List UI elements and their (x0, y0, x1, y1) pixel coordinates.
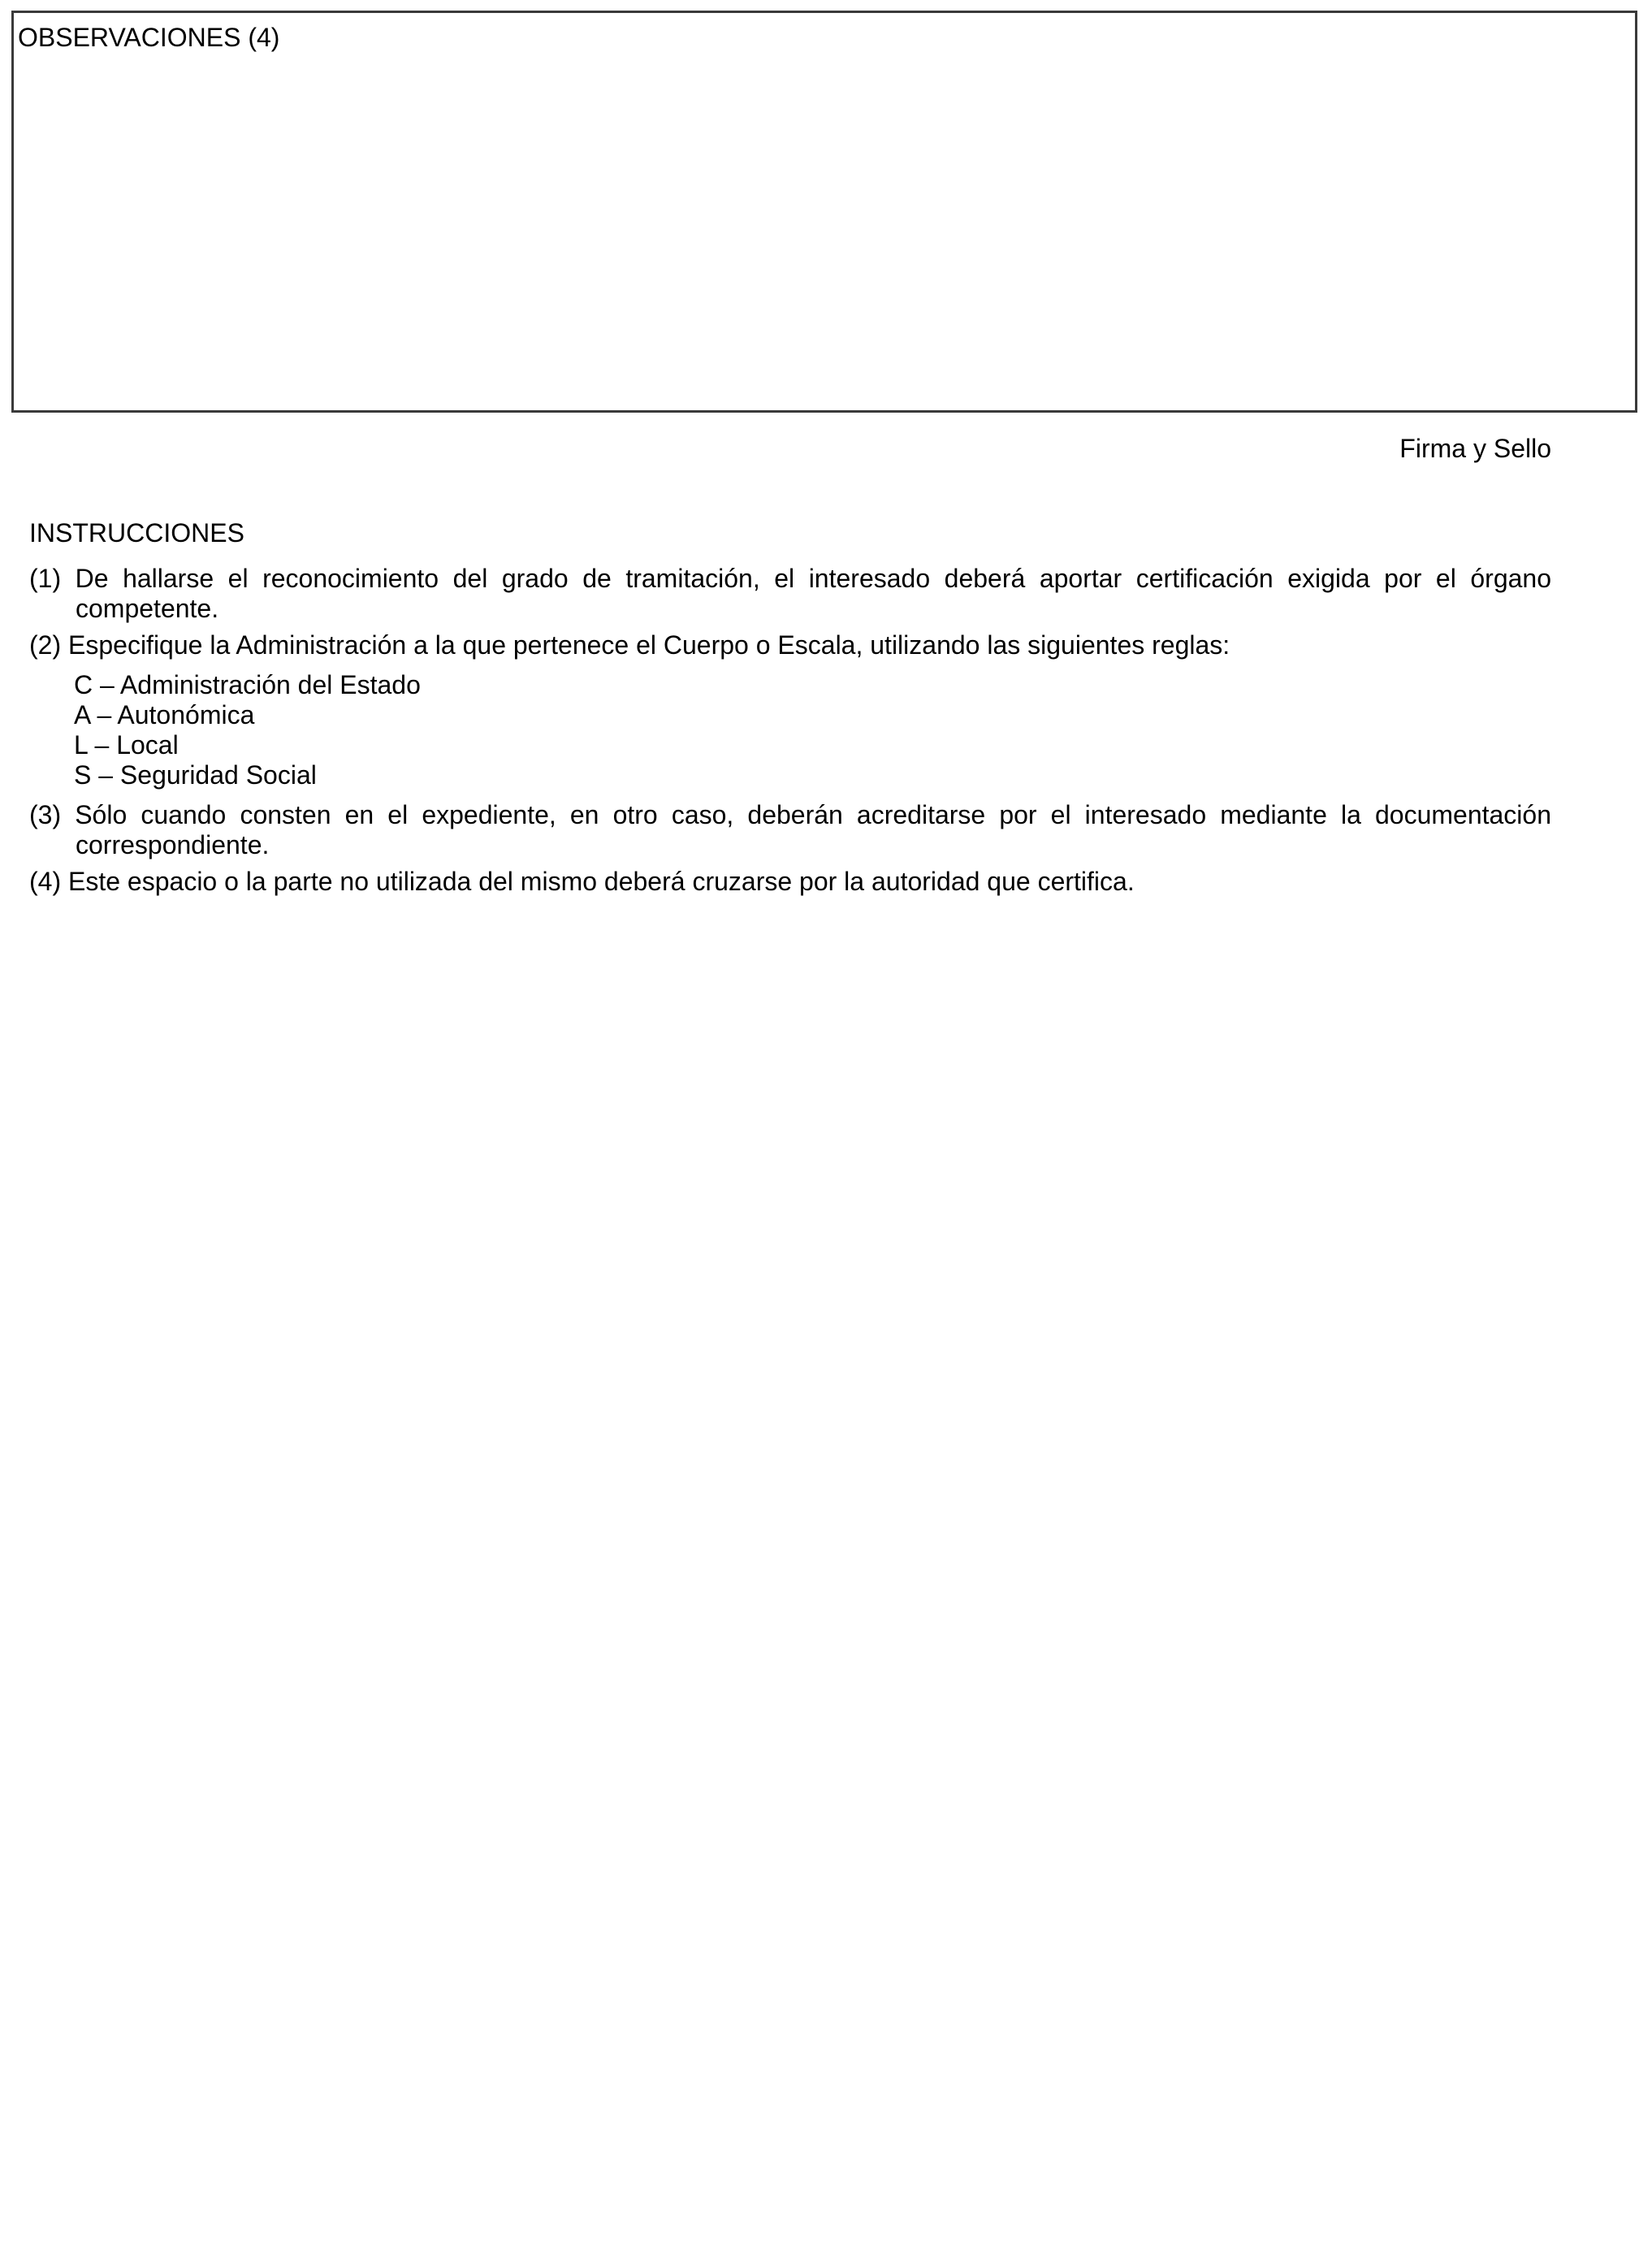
rule-item-estado: C – Administración del Estado (74, 670, 421, 699)
signature-label: Firma y Sello (1399, 434, 1551, 463)
observations-box (11, 11, 1637, 413)
rule-item-autonomica: A – Autonómica (74, 700, 255, 729)
instruction-note-1: (1) De hallarse el reconocimiento del grado de tramitación, el interesado deberá aportar certificación exigida por el órgano competente. (29, 564, 1551, 623)
rule-item-seguridad-social: S – Seguridad Social (74, 760, 317, 790)
instructions-title: INSTRUCCIONES (29, 518, 244, 548)
rule-item-local: L – Local (74, 730, 179, 760)
instruction-note-2: (2) Especifique la Administración a la que pertenece el Cuerpo o Escala, utilizando las siguientes reglas: (29, 630, 1230, 660)
instruction-note-4: (4) Este espacio o la parte no utilizada del mismo deberá cruzarse por la autoridad que certifica. (29, 867, 1135, 896)
observations-title: OBSERVACIONES (4) (18, 23, 280, 52)
administration-rules-list (74, 670, 1551, 790)
instructions-section (29, 517, 1551, 903)
instruction-note-3: (3) Sólo cuando consten en el expediente, en otro caso, deberán acreditarse por el interesado mediante la documentación correspondiente. (29, 800, 1551, 859)
